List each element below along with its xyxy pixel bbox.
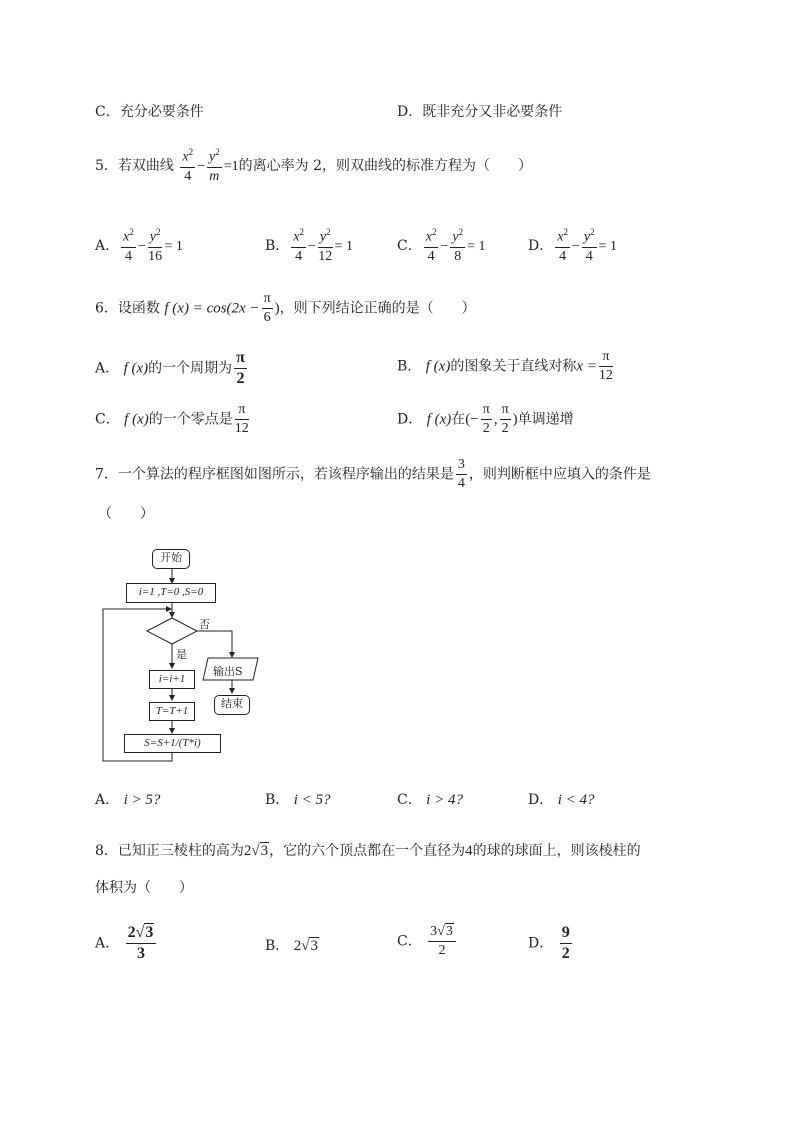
q7-option-c: C． i > 4? <box>397 792 463 808</box>
q5-suffix: 的离心率为 2，则双曲线的标准方程为（ ） <box>238 157 532 174</box>
flow-step-s: S=S+1/(T*i) <box>124 734 221 753</box>
flow-output-label: 输出S <box>213 665 243 678</box>
q5-option-b: B． $\frac{x^2}{4}$ − $\frac{y^2}{12}$ = 1 <box>265 227 354 264</box>
flow-step-t: T=T+1 <box>149 702 195 721</box>
q4-option-c: C．充分必要条件 <box>95 104 204 120</box>
flow-start: 开始 <box>152 549 190 569</box>
flow-yes-label: 是 <box>176 648 187 661</box>
q7-option-a: A． i > 5? <box>95 792 161 808</box>
q6-option-c: C． f (x)的一个零点是 $\frac{\pi}{12}$ <box>95 402 249 436</box>
q5-x-fraction: $\frac{x^2}{4}$ <box>182 147 194 184</box>
q5-option-d: D． $\frac{x^2}{4}$ − $\frac{y^2}{4}$ = 1 <box>528 227 617 264</box>
question-6-stem: 6．设函数 f (x) = cos(2x − $\frac{\pi}{6}$ )，则下列结论正确的是（ ） <box>95 291 476 325</box>
question-8-line2: 体积为（ ） <box>95 880 193 896</box>
question-8-stem: 8．已知正三棱柱的高为2√3，它的六个顶点都在一个直径为4的球的球面上，则该棱柱的 <box>95 843 641 859</box>
question-7-stem: 7．一个算法的程序框图如图所示，若该程序输出的结果是 $\frac{3}{4}$ ，则判断框中应填入的条件是 <box>95 457 651 491</box>
q6-pi-six: $\frac{\pi}{6}$ <box>263 291 271 325</box>
q6-option-a: A． f (x)的一个周期为 $\frac{\pi}{2}$ <box>95 349 245 387</box>
q6-option-b: B． f (x)的图象关于直线对称x = $\frac{\pi}{12}$ <box>397 349 613 383</box>
q8-option-c: C． $\frac{3√3}{2}$ <box>397 925 458 958</box>
q5-option-a: A． $\frac{x^2}{4}$ − $\frac{y^2}{16}$ = 1 <box>95 227 183 264</box>
flow-init: i=1 ,T=0 ,S=0 <box>126 583 216 603</box>
q8-option-b: B． 2√3 <box>265 938 318 954</box>
flow-step-i: i=i+1 <box>149 670 195 689</box>
q7-option-b: B． i < 5? <box>265 792 331 808</box>
flow-no-label: 否 <box>199 618 210 631</box>
q7-paren: （ ） <box>98 506 154 522</box>
q4-option-d: D．既非充分又非必要条件 <box>397 104 563 120</box>
q5-prefix: 5．若双曲线 <box>95 157 174 174</box>
q5-option-c: C． $\frac{x^2}{4}$ − $\frac{y^2}{8}$ = 1 <box>397 227 486 264</box>
flowchart <box>95 540 265 770</box>
q5-y-fraction: $\frac{y^2}{m}$ <box>209 147 220 184</box>
question-5-stem: 5．若双曲线 $\frac{x^2}{4}$ − $\frac{y^2}{m}$ =1的离心率为 2，则双曲线的标准方程为（ ） <box>95 147 532 184</box>
q8-option-d: D． $\frac{9}{2}$ <box>528 924 570 962</box>
q8-option-a: A． $\frac{2√3}{3}$ <box>95 925 158 962</box>
decision-diamond <box>147 618 197 644</box>
flow-end: 结束 <box>214 695 250 715</box>
q7-option-d: D． i < 4? <box>528 792 595 808</box>
q6-option-d: D． f (x)在(− $\frac{\pi}{2}$ , $\frac{\pi}{2}$ )单调递增 <box>397 402 574 436</box>
